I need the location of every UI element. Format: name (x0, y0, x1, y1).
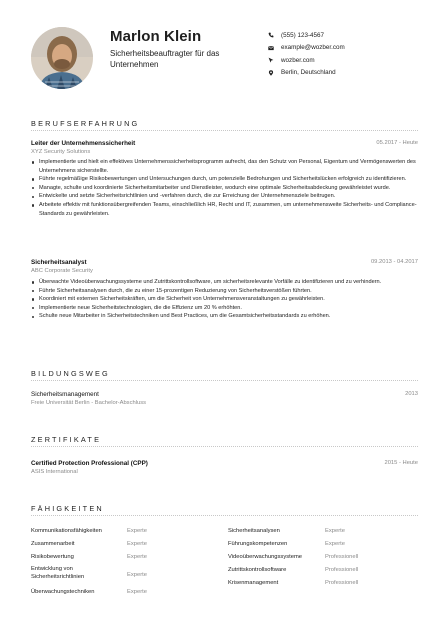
job-1-dates: 05.2017 - Heute (376, 140, 418, 146)
job-2-bullets (31, 278, 418, 321)
skill-level: Experte (127, 554, 147, 560)
contact-location (268, 67, 428, 80)
candidate-job-title: Sicherheitsbeauftragter für das Unternehmen (110, 49, 220, 69)
list-item: Schulte neue Mitarbeiter in Sicherheitstechniken und Best Practices, um die Gesamtsicherheitsstandards zu erhöhen. (31, 312, 418, 321)
skill-name: Entwicklung von Sicherheitsrichtlinien (31, 566, 85, 580)
skill-level: Professionell (325, 567, 359, 573)
skill-level: Experte (127, 589, 147, 595)
section-divider (31, 446, 418, 447)
skill-name: Führungskompetenzen (228, 541, 288, 547)
skill-name: Risikobewertung (31, 554, 74, 560)
education-year: 2013 (405, 391, 418, 397)
skill-name: Krisenmanagement (228, 580, 279, 586)
contact-list (268, 29, 428, 79)
contact-phone (268, 29, 428, 42)
certificate-issuer: ASIS International (31, 469, 78, 475)
job-1-position: Leiter der Unternehmenssicherheit (31, 140, 136, 147)
skill-name: Zutrittskontrollsoftware (228, 567, 287, 573)
skill-level: Experte (325, 541, 345, 547)
skill-level: Experte (127, 572, 147, 578)
contact-phone-text: (555) 123-4567 (281, 31, 325, 39)
education-heading: BILDUNGSWEG (31, 369, 110, 378)
section-divider (31, 130, 418, 131)
skill-level: Professionell (325, 580, 359, 586)
contact-email-text: example@wozber.com (281, 44, 345, 52)
link-icon (268, 57, 274, 63)
skill-name: Überwachungstechniken (31, 589, 95, 595)
certificate-year: 2015 - Heute (384, 460, 418, 466)
contact-location-text: Berlin, Deutschland (281, 69, 336, 77)
skill-name: Zusammenarbeit (31, 541, 75, 547)
email-icon (268, 45, 274, 51)
skill-name: Videoüberwachungssysteme (228, 554, 303, 560)
phone-icon (268, 32, 274, 38)
list-item: Führte regelmäßige Risikobewertungen und Untersuchungen durch, um potenzielle Bedrohungen und Sicherheitslücken erfolgreich zu identifizieren. (31, 175, 418, 184)
section-divider (31, 515, 418, 516)
contact-email (268, 42, 428, 55)
list-item: Arbeitete effektiv mit funktionsübergreifenden Teams, einschließlich HR, Recht und IT, zusammen, um unternehmensweite Sicherheits- und Compliance-Standards zu gewährleisten. (31, 201, 418, 218)
contact-website-text: wozber.com (281, 56, 315, 64)
skill-level: Professionell (325, 554, 359, 560)
list-item: Implementierte und hielt ein effektives Unternehmenssicherheitsprogramm aufrecht, das den Schutz von Personal, Eigentum und Vermögenswerten des Unternehmens sicherstellte. (31, 158, 418, 175)
job-1-bullets (31, 158, 418, 218)
job-2-position: Sicherheitsanalyst (31, 259, 87, 266)
list-item: Koordiniert mit externen Sicherheitskräften, um die Sicherheit von Unternehmensveranstaltungen zu gewährleisten. (31, 295, 418, 304)
job-2-dates: 09.2013 - 04.2017 (370, 259, 418, 265)
list-item: Managte, schulte und koordinierte Sicherheitsmitarbeiter und Dienstleister, wodurch eine optimale Sicherheitsabdeckung gewährleistet wurde. (31, 184, 418, 193)
list-item: Führte Sicherheitsanalysen durch, die zu einer 15-prozentigen Reduzierung von Sicherheitsverstößen führten. (31, 287, 418, 296)
experience-heading: BERUFSERFAHRUNG (31, 119, 140, 128)
skill-level: Experte (127, 528, 147, 534)
location-icon (268, 70, 274, 76)
profile-photo (31, 27, 93, 89)
section-divider (31, 380, 418, 381)
skill-name: Kommunikationsfähigkeiten (31, 528, 102, 534)
list-item: Entwickelte und setzte Sicherheitsrichtlinien und -verfahren durch, die zur Erreichung der Unternehmensziele beitrugen. (31, 192, 418, 201)
skill-name: Sicherheitsanalysen (228, 528, 280, 534)
certificates-heading: ZERTIFIKATE (31, 435, 102, 444)
job-2-company: ABC Corporate Security (31, 268, 93, 274)
certificate-name: Certified Protection Professional (CPP) (31, 460, 148, 467)
list-item: Überwachte Videoüberwachungssysteme und Zutrittskontrollsoftware, um sicherheitsrelevante Vorfälle zu identifizieren und zu verhindern. (31, 278, 418, 287)
skill-level: Experte (325, 528, 345, 534)
contact-website[interactable] (268, 54, 428, 67)
education-institution: Freie Universität Berlin - Bachelor-Abschluss (31, 400, 147, 406)
job-1-company: XYZ Security Solutions (31, 149, 91, 155)
skill-level: Experte (127, 541, 147, 547)
list-item: Implementierte neue Sicherheitstechnologien, die die Effizienz um 20 % erhöhten. (31, 304, 418, 313)
candidate-name: Marlon Klein (110, 28, 202, 45)
education-degree: Sicherheitsmanagement (31, 391, 99, 398)
skills-heading: FÄHIGKEITEN (31, 504, 104, 513)
